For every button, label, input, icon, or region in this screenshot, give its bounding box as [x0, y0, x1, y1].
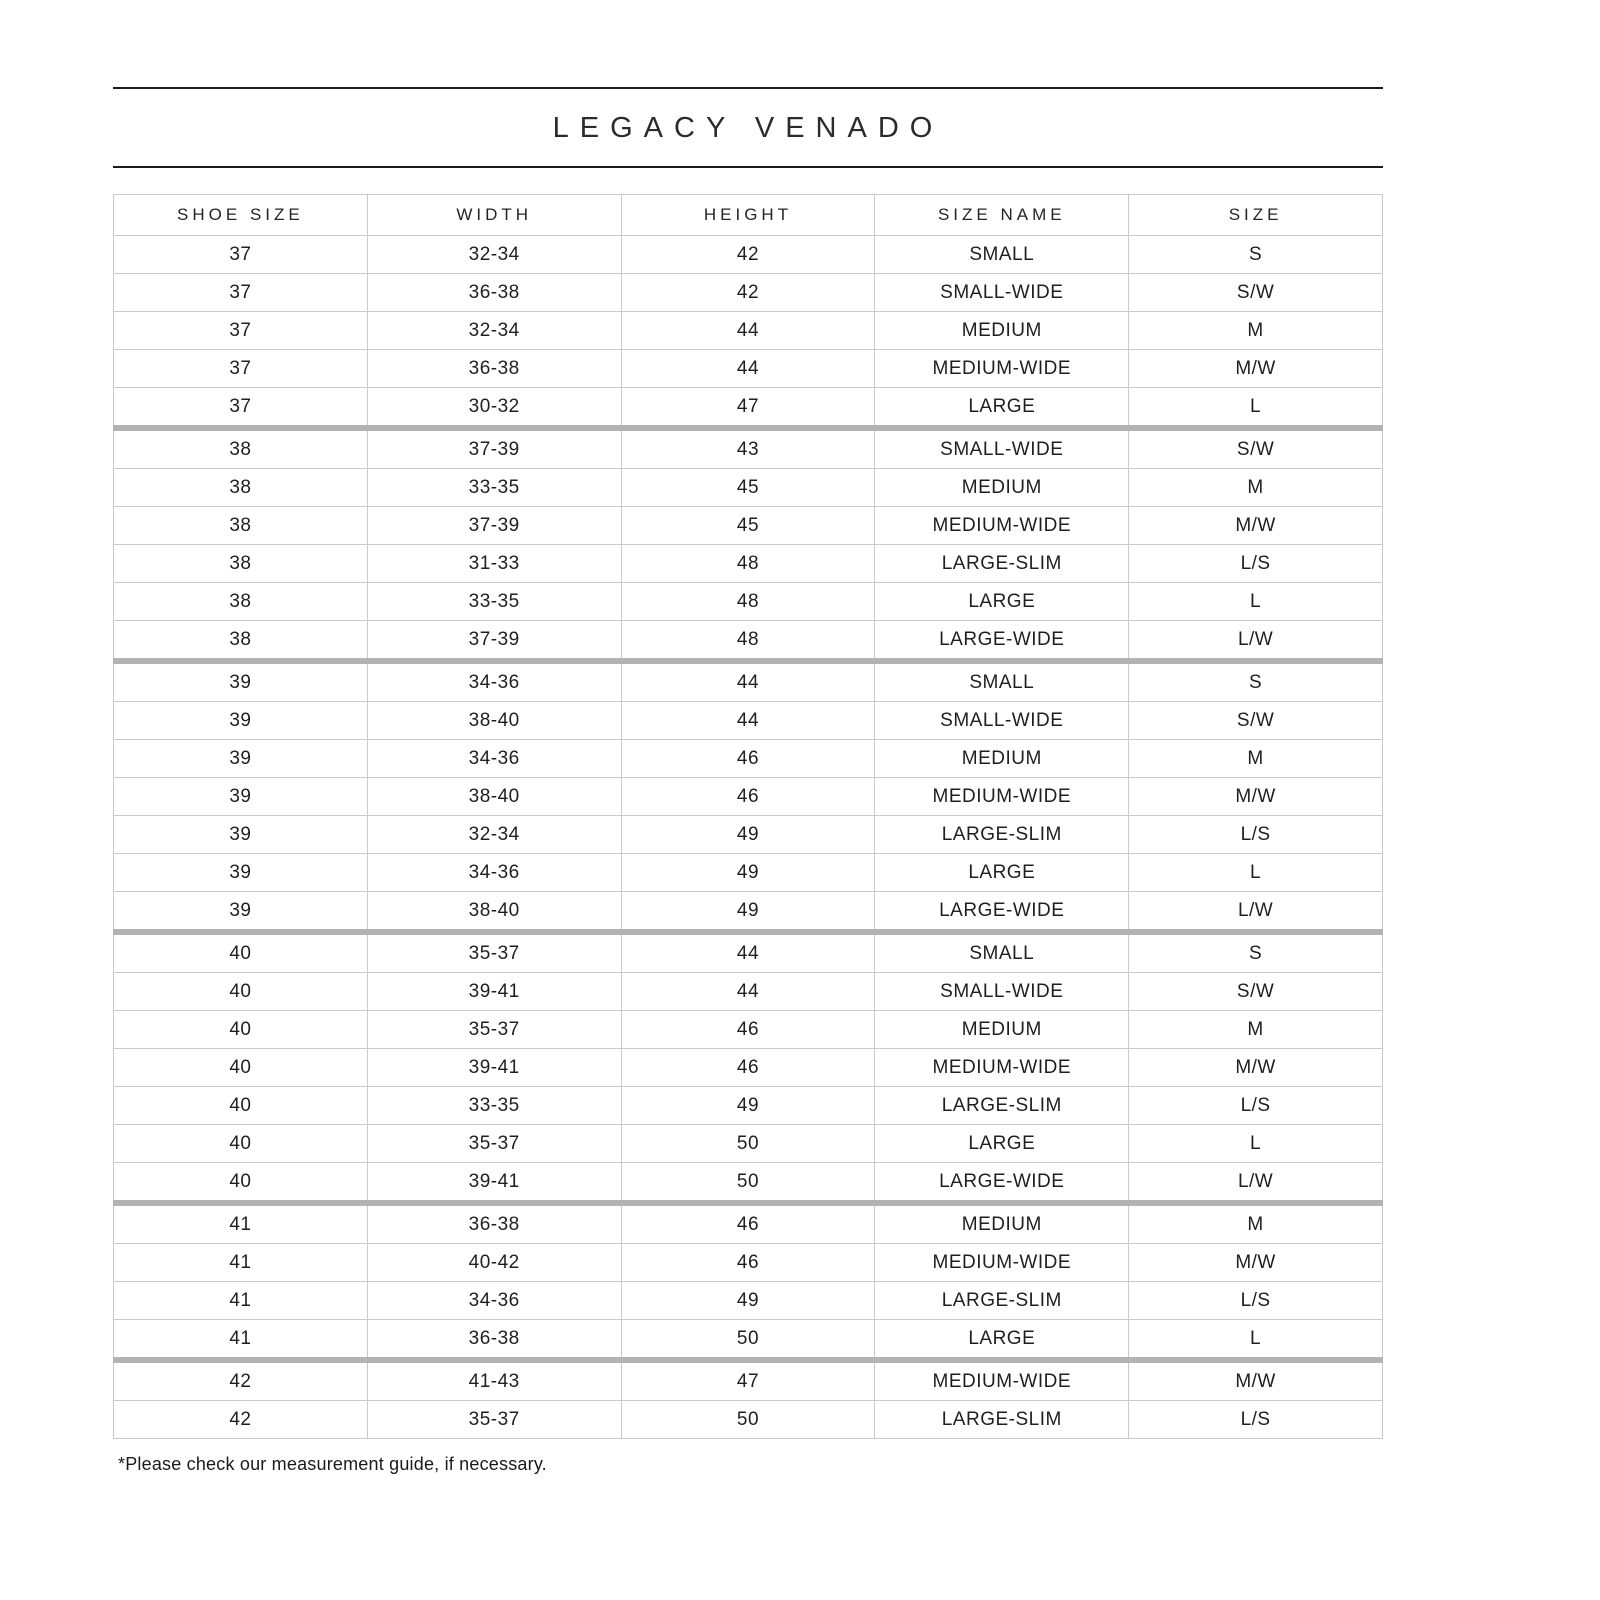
table-cell-width: 33-35: [367, 469, 621, 507]
table-cell-height: 46: [621, 1049, 875, 1087]
table-cell-size-name: LARGE: [875, 1320, 1129, 1361]
table-row: [114, 854, 1383, 892]
table-cell-size-name: MEDIUM-WIDE: [875, 1360, 1129, 1401]
table-cell-size: M/W: [1129, 1244, 1383, 1282]
table-cell-shoe-size: 41: [114, 1203, 368, 1244]
table-cell-width: 39-41: [367, 1049, 621, 1087]
table-cell-width: 30-32: [367, 388, 621, 429]
table-cell-shoe-size: 41: [114, 1282, 368, 1320]
table-cell-width: 34-36: [367, 740, 621, 778]
table-cell-shoe-size: 38: [114, 507, 368, 545]
table-cell-height: 50: [621, 1401, 875, 1439]
table-cell-size-name: SMALL: [875, 661, 1129, 702]
table-cell-height: 46: [621, 1244, 875, 1282]
table-cell-size-name: LARGE-WIDE: [875, 621, 1129, 662]
table-cell-size-name: MEDIUM: [875, 469, 1129, 507]
table-cell-width: 37-39: [367, 428, 621, 469]
table-row: [114, 1087, 1383, 1125]
table-cell-shoe-size: 37: [114, 350, 368, 388]
table-cell-shoe-size: 37: [114, 312, 368, 350]
table-cell-shoe-size: 38: [114, 583, 368, 621]
table-cell-shoe-size: 39: [114, 702, 368, 740]
table-cell-width: 35-37: [367, 1401, 621, 1439]
table-row: [114, 1360, 1383, 1401]
table-cell-shoe-size: 38: [114, 621, 368, 662]
table-cell-size: S: [1129, 661, 1383, 702]
table-cell-width: 36-38: [367, 1320, 621, 1361]
table-cell-size-name: SMALL-WIDE: [875, 428, 1129, 469]
table-cell-size-name: SMALL-WIDE: [875, 702, 1129, 740]
table-cell-size: S/W: [1129, 274, 1383, 312]
table-row: [114, 469, 1383, 507]
table-cell-shoe-size: 40: [114, 1163, 368, 1204]
table-cell-shoe-size: 37: [114, 274, 368, 312]
table-cell-shoe-size: 40: [114, 1125, 368, 1163]
table-cell-width: 34-36: [367, 854, 621, 892]
table-cell-size: M: [1129, 1203, 1383, 1244]
table-cell-size: S/W: [1129, 428, 1383, 469]
table-cell-height: 45: [621, 469, 875, 507]
table-cell-width: 38-40: [367, 892, 621, 933]
table-cell-size-name: MEDIUM-WIDE: [875, 350, 1129, 388]
table-cell-size-name: LARGE: [875, 854, 1129, 892]
table-cell-width: 38-40: [367, 778, 621, 816]
table-cell-width: 40-42: [367, 1244, 621, 1282]
table-cell-shoe-size: 42: [114, 1401, 368, 1439]
table-row: [114, 312, 1383, 350]
table-cell-width: 39-41: [367, 973, 621, 1011]
table-cell-shoe-size: 37: [114, 236, 368, 274]
table-cell-shoe-size: 38: [114, 545, 368, 583]
table-row: [114, 892, 1383, 933]
size-table: [113, 194, 1383, 1439]
table-cell-size-name: LARGE: [875, 388, 1129, 429]
measurement-guide-footnote: *Please check our measurement guide, if necessary.: [118, 1454, 547, 1474]
table-cell-size: L/S: [1129, 545, 1383, 583]
table-cell-height: 49: [621, 1282, 875, 1320]
table-row: [114, 740, 1383, 778]
table-cell-size-name: LARGE-SLIM: [875, 1401, 1129, 1439]
page-title: LEGACY VENADO: [552, 112, 944, 144]
table-cell-height: 48: [621, 621, 875, 662]
table-cell-shoe-size: 38: [114, 469, 368, 507]
table-cell-width: 32-34: [367, 312, 621, 350]
table-cell-size: M/W: [1129, 1049, 1383, 1087]
table-cell-width: 37-39: [367, 507, 621, 545]
table-cell-size: S/W: [1129, 973, 1383, 1011]
table-cell-size-name: LARGE-SLIM: [875, 816, 1129, 854]
table-row: [114, 1011, 1383, 1049]
table-cell-size: L/S: [1129, 1087, 1383, 1125]
table-cell-width: 34-36: [367, 661, 621, 702]
table-cell-shoe-size: 41: [114, 1320, 368, 1361]
table-cell-size-name: LARGE-SLIM: [875, 545, 1129, 583]
header-row: [114, 195, 1383, 236]
table-row: [114, 388, 1383, 429]
table-row: [114, 778, 1383, 816]
column-header-width: WIDTH: [367, 195, 621, 236]
table-cell-size: M/W: [1129, 1360, 1383, 1401]
table-row: [114, 1401, 1383, 1439]
table-cell-height: 46: [621, 778, 875, 816]
table-row: [114, 350, 1383, 388]
table-cell-size-name: LARGE: [875, 1125, 1129, 1163]
table-cell-height: 50: [621, 1125, 875, 1163]
table-cell-size: M/W: [1129, 507, 1383, 545]
table-cell-height: 44: [621, 312, 875, 350]
title-rule-bottom: [113, 166, 1383, 168]
table-row: [114, 583, 1383, 621]
table-cell-size: L: [1129, 583, 1383, 621]
table-cell-height: 44: [621, 932, 875, 973]
size-chart-sheet: [113, 0, 1383, 1475]
table-cell-size: S: [1129, 236, 1383, 274]
table-cell-shoe-size: 37: [114, 388, 368, 429]
table-cell-size: L/S: [1129, 816, 1383, 854]
table-cell-height: 49: [621, 854, 875, 892]
table-cell-height: 46: [621, 1203, 875, 1244]
table-cell-size-name: MEDIUM: [875, 1011, 1129, 1049]
table-cell-size-name: SMALL-WIDE: [875, 274, 1129, 312]
column-header-shoe-size: SHOE SIZE: [114, 195, 368, 236]
table-cell-shoe-size: 39: [114, 778, 368, 816]
table-cell-width: 35-37: [367, 1125, 621, 1163]
table-cell-size-name: MEDIUM: [875, 740, 1129, 778]
table-row: [114, 816, 1383, 854]
table-cell-shoe-size: 39: [114, 892, 368, 933]
table-cell-size-name: LARGE-SLIM: [875, 1282, 1129, 1320]
table-cell-height: 44: [621, 973, 875, 1011]
table-row: [114, 1244, 1383, 1282]
table-cell-width: 37-39: [367, 621, 621, 662]
table-cell-size: L: [1129, 388, 1383, 429]
table-cell-width: 39-41: [367, 1163, 621, 1204]
table-cell-height: 47: [621, 388, 875, 429]
table-cell-height: 46: [621, 740, 875, 778]
table-row: [114, 545, 1383, 583]
table-cell-size: L/W: [1129, 621, 1383, 662]
table-cell-size: L: [1129, 1320, 1383, 1361]
table-cell-shoe-size: 40: [114, 932, 368, 973]
table-cell-width: 32-34: [367, 236, 621, 274]
table-cell-shoe-size: 39: [114, 661, 368, 702]
table-cell-shoe-size: 41: [114, 1244, 368, 1282]
table-cell-size: M: [1129, 740, 1383, 778]
table-cell-height: 44: [621, 661, 875, 702]
table-cell-size-name: MEDIUM: [875, 312, 1129, 350]
size-table-header: [114, 195, 1383, 236]
table-cell-size-name: LARGE-WIDE: [875, 1163, 1129, 1204]
table-cell-shoe-size: 40: [114, 1011, 368, 1049]
table-row: [114, 428, 1383, 469]
table-cell-size-name: SMALL: [875, 236, 1129, 274]
table-cell-height: 45: [621, 507, 875, 545]
table-cell-height: 49: [621, 892, 875, 933]
table-cell-shoe-size: 39: [114, 816, 368, 854]
table-cell-size-name: LARGE-SLIM: [875, 1087, 1129, 1125]
table-cell-size: S: [1129, 932, 1383, 973]
table-cell-width: 35-37: [367, 932, 621, 973]
table-cell-height: 46: [621, 1011, 875, 1049]
table-cell-height: 43: [621, 428, 875, 469]
table-cell-size: M/W: [1129, 778, 1383, 816]
table-cell-width: 34-36: [367, 1282, 621, 1320]
table-row: [114, 621, 1383, 662]
table-cell-width: 32-34: [367, 816, 621, 854]
table-cell-size: S/W: [1129, 702, 1383, 740]
table-cell-width: 36-38: [367, 274, 621, 312]
table-cell-height: 50: [621, 1163, 875, 1204]
table-cell-shoe-size: 40: [114, 1087, 368, 1125]
table-cell-size-name: SMALL: [875, 932, 1129, 973]
table-cell-size-name: MEDIUM-WIDE: [875, 507, 1129, 545]
table-row: [114, 236, 1383, 274]
table-cell-height: 49: [621, 1087, 875, 1125]
table-cell-height: 50: [621, 1320, 875, 1361]
table-row: [114, 507, 1383, 545]
table-cell-width: 35-37: [367, 1011, 621, 1049]
table-cell-width: 36-38: [367, 350, 621, 388]
table-cell-height: 44: [621, 702, 875, 740]
table-cell-size: L: [1129, 854, 1383, 892]
table-cell-height: 42: [621, 236, 875, 274]
table-cell-height: 44: [621, 350, 875, 388]
table-cell-width: 36-38: [367, 1203, 621, 1244]
table-cell-width: 33-35: [367, 583, 621, 621]
table-cell-width: 31-33: [367, 545, 621, 583]
table-cell-size-name: MEDIUM-WIDE: [875, 1049, 1129, 1087]
table-row: [114, 1203, 1383, 1244]
table-cell-size: M/W: [1129, 350, 1383, 388]
table-cell-size: L/S: [1129, 1401, 1383, 1439]
table-cell-size-name: MEDIUM-WIDE: [875, 1244, 1129, 1282]
column-header-size: SIZE: [1129, 195, 1383, 236]
table-row: [114, 932, 1383, 973]
table-cell-height: 49: [621, 816, 875, 854]
table-cell-size-name: SMALL-WIDE: [875, 973, 1129, 1011]
table-cell-shoe-size: 40: [114, 1049, 368, 1087]
column-header-height: HEIGHT: [621, 195, 875, 236]
table-row: [114, 1125, 1383, 1163]
table-cell-size: L: [1129, 1125, 1383, 1163]
table-row: [114, 274, 1383, 312]
table-cell-size: M: [1129, 312, 1383, 350]
table-cell-size: M: [1129, 469, 1383, 507]
table-cell-width: 38-40: [367, 702, 621, 740]
table-row: [114, 1282, 1383, 1320]
table-row: [114, 1163, 1383, 1204]
table-row: [114, 1320, 1383, 1361]
table-cell-size-name: LARGE: [875, 583, 1129, 621]
table-cell-shoe-size: 40: [114, 973, 368, 1011]
table-row: [114, 702, 1383, 740]
table-cell-size: L/S: [1129, 1282, 1383, 1320]
table-cell-size-name: LARGE-WIDE: [875, 892, 1129, 933]
table-cell-width: 41-43: [367, 1360, 621, 1401]
table-cell-width: 33-35: [367, 1087, 621, 1125]
table-cell-size: L/W: [1129, 1163, 1383, 1204]
table-cell-shoe-size: 39: [114, 740, 368, 778]
table-cell-size-name: MEDIUM-WIDE: [875, 778, 1129, 816]
table-cell-shoe-size: 38: [114, 428, 368, 469]
table-cell-size: L/W: [1129, 892, 1383, 933]
table-cell-height: 42: [621, 274, 875, 312]
table-cell-height: 48: [621, 583, 875, 621]
table-cell-height: 47: [621, 1360, 875, 1401]
table-row: [114, 973, 1383, 1011]
column-header-size-name: SIZE NAME: [875, 195, 1129, 236]
table-cell-size-name: MEDIUM: [875, 1203, 1129, 1244]
table-cell-size: M: [1129, 1011, 1383, 1049]
table-cell-shoe-size: 42: [114, 1360, 368, 1401]
size-table-body: [114, 236, 1383, 1439]
table-row: [114, 661, 1383, 702]
table-cell-height: 48: [621, 545, 875, 583]
table-cell-shoe-size: 39: [114, 854, 368, 892]
table-row: [114, 1049, 1383, 1087]
